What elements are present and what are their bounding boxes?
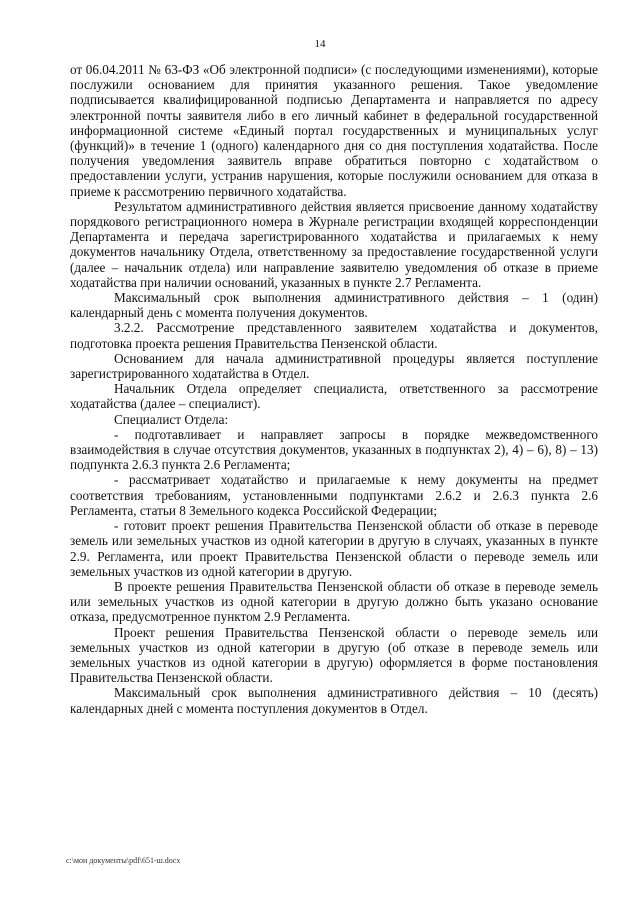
paragraph-5: Основанием для начала административной процедуры является поступление зарегистрированного ходатайства в Отдел. xyxy=(70,350,598,382)
paragraph-12: Проект решения Правительства Пензенской области о переводе земель или земельных участков из одной категории в другую (об отказе в переводе земель или земельных участков из одной категории в другую) оформляется в форме постановления Правительства Пензенской области. xyxy=(70,624,598,686)
paragraph-6: Начальник Отдела определяет специалиста, ответственного за рассмотрение ходатайства (далее – специалист). xyxy=(70,381,598,412)
paragraph-10: - готовит проект решения Правительства Пензенской области об отказе в переводе земель или земельных участков из одной категории в другую в случаях, указанных в пункте 2.9. Регламента, или проект Правительства Пензенской области о переводе земель или земельных участков из одной категории в другую. xyxy=(70,518,598,579)
paragraph-9: - рассматривает ходатайство и прилагаемые к нему документы на предмет соответствия требованиям, установленными подпунктами 2.6.2 и 2.6.3 пункта 2.6 Регламента, статьи 8 Земельного кодекса Российской Федерации; xyxy=(70,472,598,518)
document-body xyxy=(70,62,598,716)
paragraph-1: от 06.04.2011 № 63-ФЗ «Об электронной подписи» (с последующими изменениями), которые послужили основанием для принятия указанного решения. Такое уведомление подписывается квалифицированной подписью Департамента и направляется по адресу электронной почты заявителя либо в его личный кабинет в федеральной государственной информационной системе «Единый портал государственных и муниципальных услуг (функций)» в течение 1 (одного) календарного дня со дня поступления ходатайства. После получения уведомления заявитель вправе обратиться повторно с ходатайством о предоставлении услуги, устранив нарушения, которые послужили основанием для отказа в приеме к рассмотрению первичного ходатайства. xyxy=(70,62,598,199)
paragraph-7: Специалист Отдела: xyxy=(114,411,229,427)
paragraph-3: Максимальный срок выполнения административного действия – 1 (один) календарный день с момента получения документов. xyxy=(70,290,598,321)
paragraph-8: - подготавливает и направляет запросы в порядке межведомственного взаимодействия в случае отсутствия документов, указанных в подпунктах 2), 4) – 6), 8) – 13) подпункта 2.6.3 пункта 2.6 Регламента; xyxy=(70,426,598,473)
paragraph-4: 3.2.2. Рассмотрение представленного заявителем ходатайства и документов, подготовка проекта решения Правительства Пензенской области. xyxy=(70,320,598,351)
paragraph-13: Максимальный срок выполнения административного действия – 10 (десять) календарных дней с момента поступления документов в Отдел. xyxy=(70,685,598,716)
paragraph-11: В проекте решения Правительства Пензенской области об отказе в переводе земель или земельных участков из одной категории в другую должно быть указано основание отказа, предусмотренное пунктом 2.9 Регламента. xyxy=(70,578,598,625)
page-number: 14 xyxy=(314,38,326,50)
footer-file-path: c:\мои документы\pdf\651-ш.docx xyxy=(66,856,181,865)
paragraph-2: Результатом административного действия является присвоение данному ходатайству порядкового регистрационного номера в Журнале регистрации входящей корреспонденции Департамента и передача зарегистрированного ходатайства и прилагаемых к нему документов начальнику Отдела, ответственному за предоставление государственной услуги (далее – начальник отдела) или направление заявителю уведомления об отказе в приеме ходатайства при наличии оснований, указанных в пункте 2.7 Регламента. xyxy=(70,198,598,290)
